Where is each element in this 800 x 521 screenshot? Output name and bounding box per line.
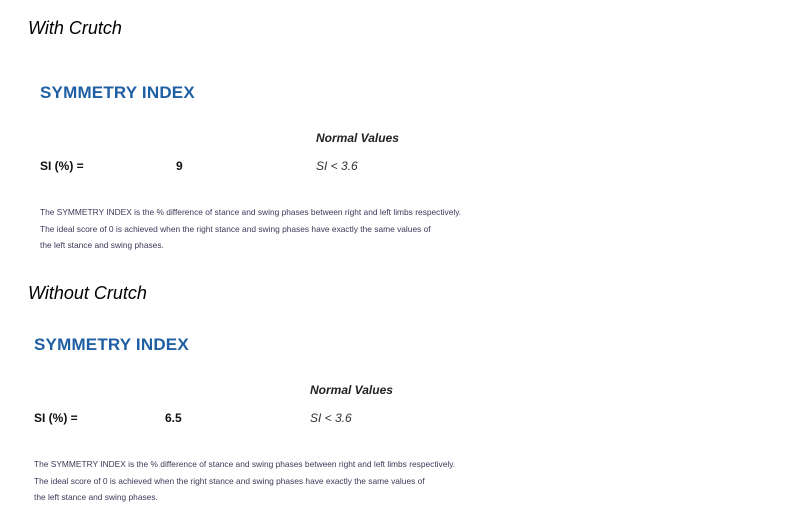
symmetry-index-title: SYMMETRY INDEX [34, 335, 189, 354]
section-label: Without Crutch [28, 283, 147, 303]
normal-values-header: Normal Values [310, 383, 393, 397]
si-value: 6.5 [165, 411, 182, 425]
si-normal-value: SI < 3.6 [310, 411, 352, 425]
description-line: The SYMMETRY INDEX is the % difference of stance and swing phases between right and left limbs respectively. [34, 459, 456, 469]
description-line: The SYMMETRY INDEX is the % difference of stance and swing phases between right and left limbs respectively. [40, 207, 462, 217]
si-normal-value: SI < 3.6 [316, 159, 358, 173]
si-label: SI (%) = [34, 411, 78, 425]
normal-values-header: Normal Values [316, 131, 399, 145]
description-line: The ideal score of 0 is achieved when the right stance and swing phases have exactly the same values of [34, 475, 425, 486]
section-label: With Crutch [28, 18, 122, 38]
description-line: the left stance and swing phases. [40, 240, 164, 250]
description [34, 456, 455, 506]
symmetry-index-title: SYMMETRY INDEX [40, 83, 195, 102]
si-label: SI (%) = [40, 159, 84, 173]
description-line: The ideal score of 0 is achieved when the right stance and swing phases have exactly the same values of [40, 223, 431, 234]
description [40, 204, 461, 254]
si-value: 9 [176, 159, 183, 173]
description-line: the left stance and swing phases. [34, 492, 158, 502]
